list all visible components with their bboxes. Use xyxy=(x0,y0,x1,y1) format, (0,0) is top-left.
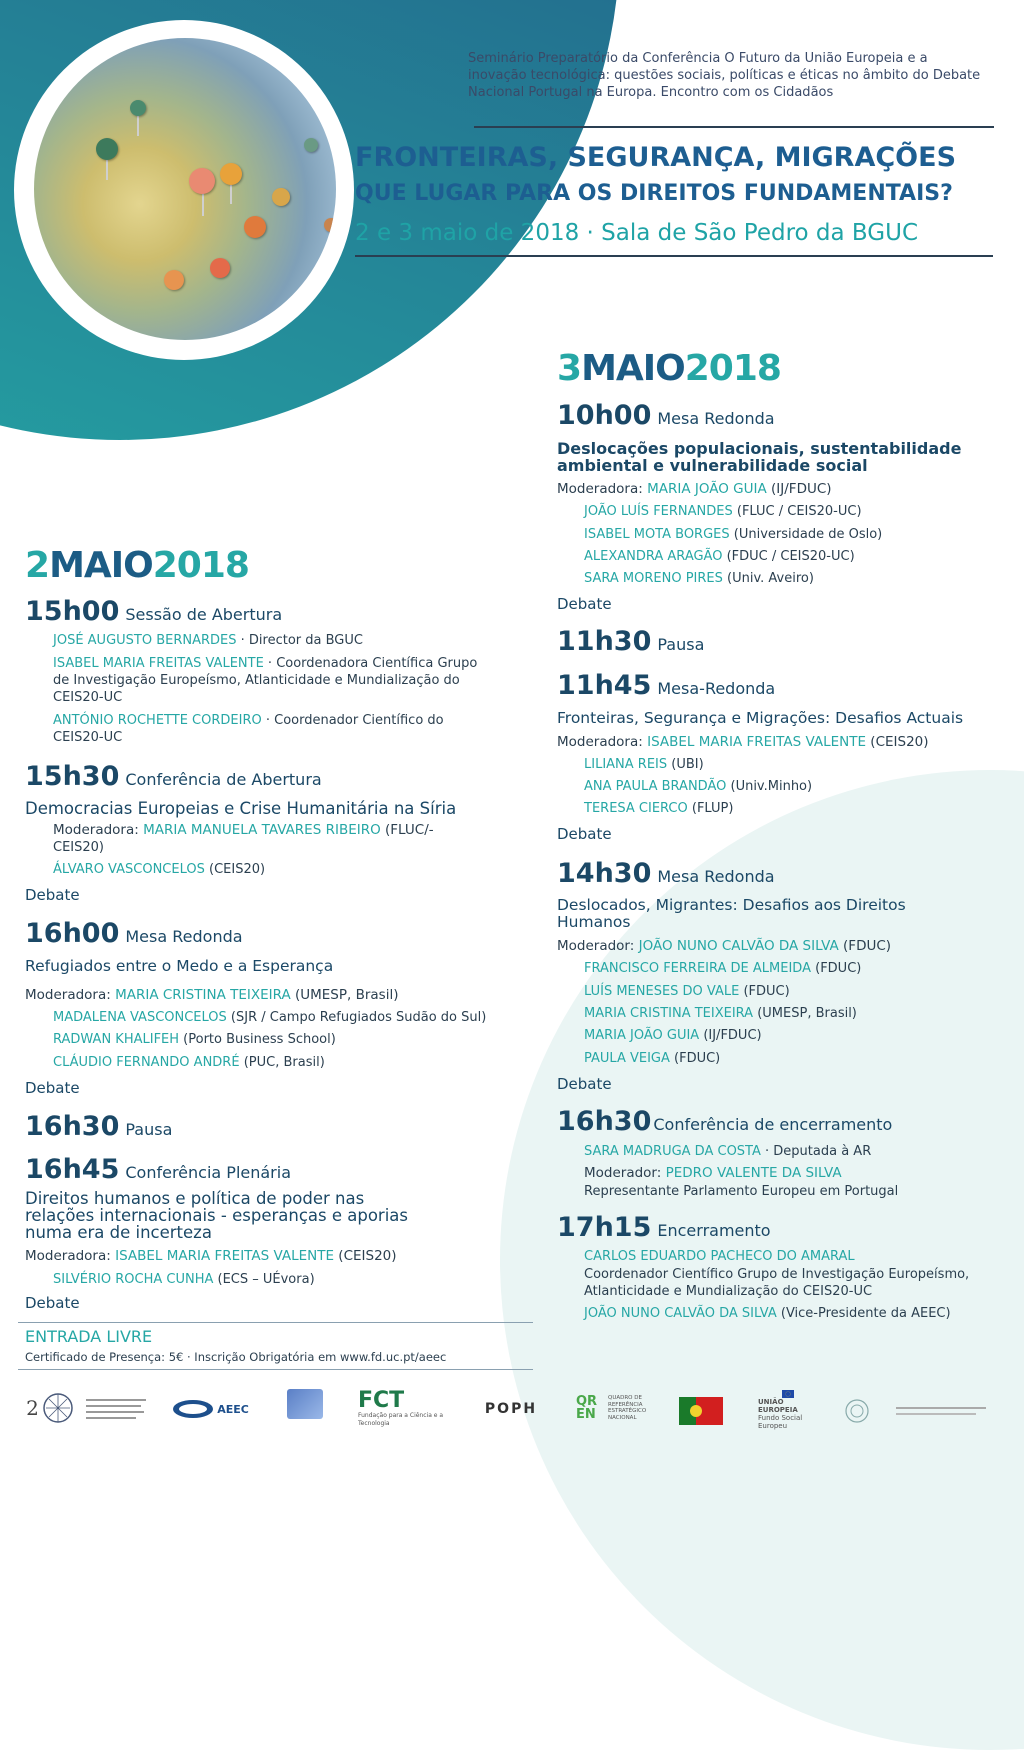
speaker-line xyxy=(584,960,861,977)
speaker-aff: (PUC, Brasil) xyxy=(239,1055,325,1070)
time-value: 11h30 xyxy=(557,626,652,657)
session-label: Conferência de Abertura xyxy=(125,770,322,789)
speaker-line xyxy=(584,503,862,520)
session-time xyxy=(557,670,775,701)
speaker-line xyxy=(53,1009,486,1026)
fct-logo-subtext: Fundação para a Ciência e a Tecnologia xyxy=(358,1412,444,1427)
speaker-role: de Investigação Europeísmo, Atlanticidade e Mundialização do xyxy=(53,673,460,688)
moderator-name: JOÃO NUNO CALVÃO DA SILVA xyxy=(638,938,839,954)
moderator-name: ISABEL MARIA FREITAS VALENTE xyxy=(647,734,867,750)
speaker-line xyxy=(53,712,444,729)
speaker-name: TERESA CIERCO xyxy=(584,801,688,816)
aeec-logo-text: AEEC xyxy=(217,1402,249,1416)
speaker-line xyxy=(584,778,812,795)
debate-label: Debate xyxy=(557,825,612,843)
research-group-logo xyxy=(284,1386,326,1422)
speaker-name: RADWAN KHALIFEH xyxy=(53,1032,180,1047)
moderator-name: PEDRO VALENTE DA SILVA xyxy=(665,1165,842,1181)
speaker-name: JOÃO NUNO CALVÃO DA SILVA xyxy=(584,1306,777,1321)
speaker-line xyxy=(584,1050,720,1067)
qren-logo-subtext: QUADRO DE REFERÊNCIA ESTRATÉGICO NACIONAL xyxy=(608,1395,647,1421)
speaker-role: CEIS20-UC xyxy=(53,730,123,745)
speaker-line xyxy=(53,1054,325,1071)
speaker-line xyxy=(53,1031,336,1048)
moderator-line xyxy=(25,987,398,1004)
speaker-name: JOÃO LUÍS FERNANDES xyxy=(584,504,733,519)
logo-2-text: 2 xyxy=(26,1396,39,1420)
time-value: 17h15 xyxy=(557,1212,652,1243)
speaker-role: Atlanticidade e Mundialização do CEIS20-UC xyxy=(584,1284,873,1299)
time-value: 16h00 xyxy=(25,918,120,949)
speaker-name: ISABEL MARIA FREITAS VALENTE xyxy=(53,656,264,671)
speaker-line xyxy=(584,800,733,817)
speaker-name: CLÁUDIO FERNANDO ANDRÉ xyxy=(53,1055,240,1070)
speaker-name: FRANCISCO FERREIRA DE ALMEIDA xyxy=(584,961,811,976)
session-label: Mesa Redonda xyxy=(125,927,243,946)
qren-logo-text: QREN xyxy=(576,1394,598,1422)
session-time xyxy=(557,1212,771,1243)
session-time xyxy=(557,858,775,889)
moderator-label: Moderadora: xyxy=(557,734,648,750)
day3-num: 3 xyxy=(557,348,582,389)
session-time xyxy=(25,918,243,949)
moderator-line xyxy=(557,481,832,498)
moderator-aff: (FDUC) xyxy=(838,938,892,954)
moderator-line xyxy=(53,822,434,839)
speaker-aff: (UBI) xyxy=(667,757,704,772)
speaker-name: PAULA VEIGA xyxy=(584,1051,670,1066)
speaker-name: MADALENA VASCONCELOS xyxy=(53,1010,227,1025)
speaker-name: JOSÉ AUGUSTO BERNARDES xyxy=(53,633,237,648)
moderator-label: Moderador: xyxy=(584,1165,666,1181)
day2-num: 2 xyxy=(25,545,50,586)
ceis20-emblem-icon xyxy=(42,1392,74,1424)
speaker-name: CARLOS EDUARDO PACHECO DO AMARAL xyxy=(584,1249,855,1264)
speaker-aff: (FLUP) xyxy=(687,801,734,816)
speaker-aff: (FDUC / CEIS20-UC) xyxy=(722,549,855,564)
session-time xyxy=(25,1111,172,1142)
moderator-label: Moderadora: xyxy=(53,822,144,838)
date-venue: 2 e 3 maio de 2018 · Sala de São Pedro da BGUC xyxy=(355,220,919,246)
page-title-line2: QUE LUGAR PARA OS DIREITOS FUNDAMENTAIS? xyxy=(355,181,953,206)
free-entry: ENTRADA LIVRE xyxy=(25,1327,153,1346)
eu-logo-text: UNIÃO EUROPEIA xyxy=(758,1398,798,1414)
speaker-role: Coordenador Científico Grupo de Investigação Europeísmo, xyxy=(584,1267,970,1282)
time-value: 16h30 xyxy=(557,1106,652,1137)
session-title: ambiental e vulnerabilidade social xyxy=(557,456,868,475)
speaker-role: · Coordenadora Científica Grupo xyxy=(263,656,478,671)
moderator-label: Moderador: xyxy=(557,938,639,954)
moderator-aff: (CEIS20) xyxy=(334,1248,397,1264)
moderator-line xyxy=(25,1248,397,1265)
time-value: 11h45 xyxy=(557,670,652,701)
speaker-name: ANTÓNIO ROCHETTE CORDEIRO xyxy=(53,713,262,728)
moderator-name: MARIA MANUELA TAVARES RIBEIRO xyxy=(143,822,381,838)
speaker-aff: (ECS – UÉvora) xyxy=(213,1272,315,1287)
debate-label: Debate xyxy=(557,1075,612,1093)
speaker-name: ANA PAULA BRANDÃO xyxy=(584,779,727,794)
speaker-role: · Coordenador Científico do xyxy=(261,713,444,728)
moderator-aff: (CEIS20) xyxy=(866,734,929,750)
portugal-flag-logo xyxy=(679,1396,723,1426)
speaker-line xyxy=(584,1027,762,1044)
time-value: 15h30 xyxy=(25,761,120,792)
moderator-role: Representante Parlamento Europeu em Portugal xyxy=(584,1184,899,1199)
moderator-name: ISABEL MARIA FREITAS VALENTE xyxy=(115,1248,335,1264)
speaker-aff: (FDUC) xyxy=(739,984,790,999)
day3-month: MAIO xyxy=(581,348,685,389)
header-rule-top xyxy=(474,126,994,128)
moderator-label: Moderadora: xyxy=(25,987,116,1003)
moderator-label: Moderadora: xyxy=(25,1248,116,1264)
speaker-name: LUÍS MENESES DO VALE xyxy=(584,984,740,999)
session-label: Mesa Redonda xyxy=(657,867,775,886)
session-title: Democracias Europeias e Crise Humanitária na Síria xyxy=(25,799,457,818)
moderator-name: MARIA JOÃO GUIA xyxy=(647,481,767,497)
eu-logo-subtext: Fundo Social Europeu xyxy=(758,1414,803,1430)
fct-logo xyxy=(358,1388,458,1427)
speaker-role: · Deputada à AR xyxy=(760,1144,872,1159)
eu-flag-icon xyxy=(770,1390,806,1398)
time-value: 15h00 xyxy=(25,596,120,627)
debate-label: Debate xyxy=(25,1079,80,1097)
debate-label: Debate xyxy=(557,595,612,613)
speaker-role: · Director da BGUC xyxy=(236,633,363,648)
session-title: Deslocações populacionais, sustentabilidade xyxy=(557,439,962,458)
moderator-line xyxy=(557,938,891,955)
speaker-aff: (UMESP, Brasil) xyxy=(753,1006,857,1021)
speaker-line xyxy=(584,756,704,773)
debate-label: Debate xyxy=(25,1294,80,1312)
moderator-line xyxy=(584,1165,842,1182)
iii-logo xyxy=(896,1400,996,1422)
speaker-name: SARA MORENO PIRES xyxy=(584,571,723,586)
speaker-aff: (Univ. Aveiro) xyxy=(722,571,814,586)
portugal-flag-icon xyxy=(679,1397,723,1425)
speaker-name: ALEXANDRA ARAGÃO xyxy=(584,549,723,564)
poph-logo-text: POPH xyxy=(484,1401,538,1417)
session-title: Direitos humanos e política de poder nas xyxy=(25,1189,365,1208)
speaker-name: MARIA CRISTINA TEIXEIRA xyxy=(584,1006,754,1021)
speaker-line xyxy=(584,548,855,565)
session-time xyxy=(557,626,704,657)
uc-text-logo xyxy=(86,1396,151,1422)
intro-text: Seminário Preparatório da Conferência O Futuro da União Europeia e a inovação tecnológica: questões sociais, políticas e éticas no âmbito do Debate Nacional Portugal na Europa. Encontro com os Cidadãos xyxy=(468,51,981,100)
certificate-info: Certificado de Presença: 5€ · Inscrição Obrigatória em www.fd.uc.pt/aeec xyxy=(25,1350,447,1364)
speaker-line xyxy=(53,861,265,878)
qren-logo xyxy=(576,1390,656,1426)
moderator-name: MARIA CRISTINA TEIXEIRA xyxy=(115,987,291,1003)
moderator-aff: (UMESP, Brasil) xyxy=(290,987,399,1003)
speaker-name: SILVÉRIO ROCHA CUNHA xyxy=(53,1272,214,1287)
speaker-line xyxy=(53,655,477,672)
speaker-line xyxy=(53,632,363,649)
moderator-aff: (FLUC/- xyxy=(380,822,434,838)
session-label: Sessão de Abertura xyxy=(125,605,283,624)
footer-rule-top xyxy=(18,1322,533,1323)
moderator-line xyxy=(557,734,929,751)
time-value: 16h45 xyxy=(25,1154,120,1185)
session-label: Mesa Redonda xyxy=(657,409,775,428)
speaker-name: MARIA JOÃO GUIA xyxy=(584,1028,700,1043)
speaker-line xyxy=(584,1305,951,1322)
speaker-aff: (SJR / Campo Refugiados Sudão do Sul) xyxy=(226,1010,487,1025)
speaker-aff: (CEIS20) xyxy=(204,862,266,877)
speaker-aff: (FLUC / CEIS20-UC) xyxy=(732,504,862,519)
speaker-name: ÁLVARO VASCONCELOS xyxy=(53,862,205,877)
speaker-line xyxy=(584,1005,857,1022)
header-rule-bottom xyxy=(355,255,993,257)
speaker-name: SARA MADRUGA DA COSTA xyxy=(584,1144,761,1159)
speaker-line xyxy=(584,570,814,587)
time-value: 14h30 xyxy=(557,858,652,889)
session-title: Deslocados, Migrantes: Desafios aos Direitos xyxy=(557,896,906,914)
speaker-line xyxy=(584,526,882,543)
session-label: Pausa xyxy=(657,635,705,654)
session-label: Mesa-Redonda xyxy=(657,679,776,698)
speaker-aff: (Universidade de Oslo) xyxy=(729,527,883,542)
speaker-aff: (FDUC) xyxy=(669,1051,721,1066)
session-time xyxy=(557,1106,892,1137)
uc-seal-icon xyxy=(844,1398,870,1424)
session-time xyxy=(25,761,322,792)
session-label: Encerramento xyxy=(657,1221,771,1240)
speaker-aff: (Univ.Minho) xyxy=(726,779,813,794)
page-title-line1: FRONTEIRAS, SEGURANÇA, MIGRAÇÕES xyxy=(355,142,957,173)
time-value: 10h00 xyxy=(557,400,652,431)
day3-year: 2018 xyxy=(684,348,781,389)
session-title: Humanos xyxy=(557,913,631,931)
eu-logo xyxy=(758,1390,818,1430)
speaker-name: ISABEL MOTA BORGES xyxy=(584,527,730,542)
footer-rule-bottom xyxy=(18,1369,533,1370)
day2-year: 2018 xyxy=(152,545,249,586)
aeec-stars-icon xyxy=(171,1397,215,1421)
session-label: Pausa xyxy=(125,1120,173,1139)
map-pins-photo xyxy=(34,38,336,340)
fct-logo-text: FCT xyxy=(358,1388,405,1413)
session-time xyxy=(25,1154,291,1185)
session-time xyxy=(25,596,282,627)
moderator-aff: (IJ/FDUC) xyxy=(766,481,832,497)
moderator-label: Moderadora: xyxy=(557,481,648,497)
speaker-role: CEIS20-UC xyxy=(53,690,123,705)
speaker-aff: (FDUC) xyxy=(810,961,862,976)
day2-month: MAIO xyxy=(49,545,153,586)
time-value: 16h30 xyxy=(25,1111,120,1142)
speaker-line xyxy=(584,983,790,1000)
day2-heading xyxy=(25,545,249,586)
ceis20-logo xyxy=(25,1390,75,1426)
speaker-line xyxy=(584,1143,871,1160)
session-title: relações internacionais - esperanças e aporias xyxy=(25,1206,408,1225)
poph-logo xyxy=(472,1392,550,1426)
speaker-line xyxy=(53,1271,315,1288)
session-title: Fronteiras, Segurança e Migrações: Desafios Actuais xyxy=(557,709,964,727)
session-label: Conferência Plenária xyxy=(125,1163,292,1182)
speaker-aff: (IJ/FDUC) xyxy=(699,1028,762,1043)
session-time xyxy=(557,400,775,431)
debate-label: Debate xyxy=(25,886,80,904)
speaker-name: LILIANA REIS xyxy=(584,757,668,772)
session-label: Conferência de encerramento xyxy=(653,1115,893,1134)
session-title: Refugiados entre o Medo e a Esperança xyxy=(25,957,334,975)
speaker-aff: (Vice-Presidente da AEEC) xyxy=(776,1306,951,1321)
day3-heading xyxy=(557,348,781,389)
speaker-aff: (Porto Business School) xyxy=(179,1032,336,1047)
aeec-logo xyxy=(170,1392,250,1426)
uc-seal-logo xyxy=(822,1396,892,1426)
session-title: numa era de incerteza xyxy=(25,1223,212,1242)
moderator-aff: CEIS20) xyxy=(53,840,104,855)
